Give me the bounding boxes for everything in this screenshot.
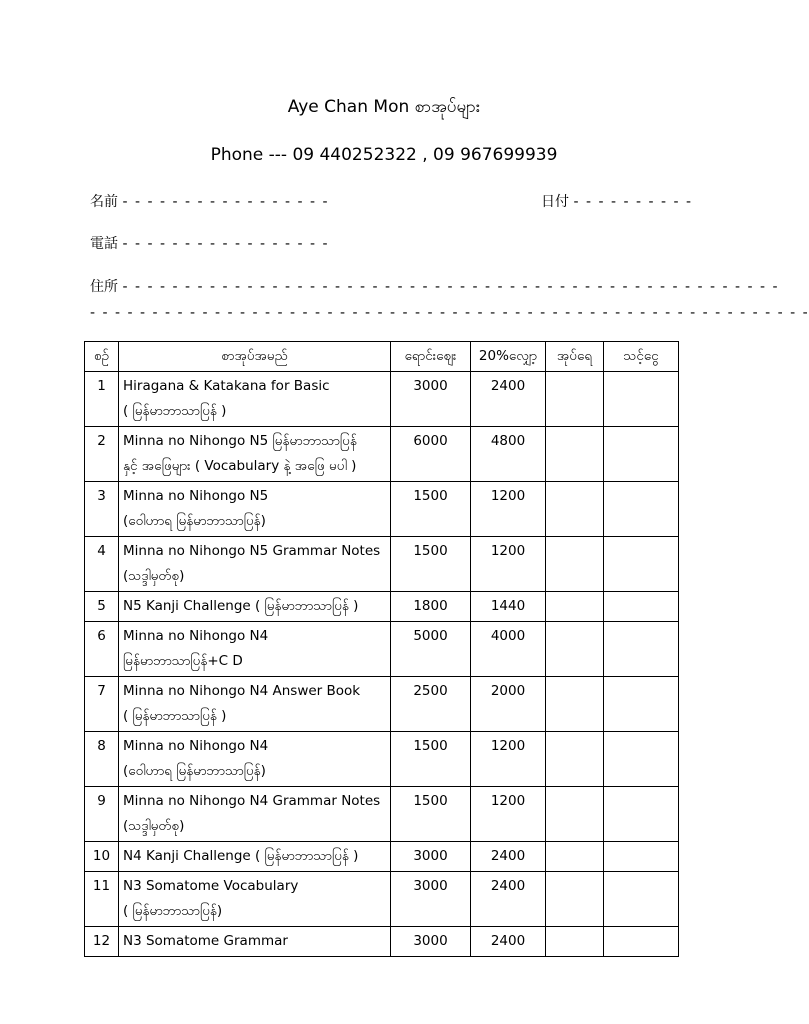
table-row [85,787,679,842]
amount-cell [604,427,679,482]
amount-cell [604,842,679,872]
row-number: 6 [85,622,119,677]
discount-price-cell: 1200 [471,482,546,537]
page-title: Aye Chan Mon စာအုပ်များ [287,97,481,117]
table-row [85,592,679,622]
book-name-cell [119,537,391,592]
book-name-line-1: N3 Somatome Grammar [123,933,288,949]
book-name-cell [119,787,391,842]
quantity-cell [546,842,604,872]
row-number: 9 [85,787,119,842]
quantity-cell [546,537,604,592]
amount-cell [604,537,679,592]
price-cell: 3000 [391,927,471,957]
price-cell: 3000 [391,372,471,427]
amount-cell [604,872,679,927]
row-number: 8 [85,732,119,787]
book-name-line-2: (ဝေါဟာရ မြန်မာဘာသာပြန်) [123,763,266,779]
amount-cell [604,677,679,732]
book-name-line-1: Minna no Nihongo N4 [123,628,269,644]
header-quantity: အုပ်ရေ [546,342,604,372]
phone-line: Phone --- 09 440252322 , 09 967699939 [210,145,558,165]
book-name-line-2: မြန်မာဘာသာပြန်+C D [123,653,243,669]
date-label: 日付 [541,194,569,210]
phone-dashes: - - - - - - - - - - - - - - - - - [122,236,330,252]
discount-price-cell: 2400 [471,372,546,427]
header-amount: သင့်ငွေ [604,342,679,372]
date-field [541,191,693,211]
price-cell: 3000 [391,872,471,927]
discount-price-cell: 2400 [471,842,546,872]
book-name-line-1: N4 Kanji Challenge ( မြန်မာဘာသာပြန် ) [123,848,359,864]
book-name-line-1: Minna no Nihongo N5 မြန်မာဘာသာပြန် [123,433,357,449]
book-price-table [84,341,679,957]
price-cell: 2500 [391,677,471,732]
quantity-cell [546,732,604,787]
row-number: 2 [85,427,119,482]
book-name-line-1: Minna no Nihongo N4 Grammar Notes [123,793,381,809]
book-name-cell [119,872,391,927]
book-name-line-2: ( မြန်မာဘာသာပြန် ) [123,403,227,419]
quantity-cell [546,787,604,842]
header-discount: 20%လျှော့ [471,342,546,372]
table-row [85,677,679,732]
quantity-cell [546,592,604,622]
name-dashes: - - - - - - - - - - - - - - - - - [122,194,330,210]
discount-price-cell: 4000 [471,622,546,677]
row-number: 5 [85,592,119,622]
quantity-cell [546,927,604,957]
book-name-cell [119,592,391,622]
book-name-line-1: Minna no Nihongo N4 [123,738,269,754]
book-name-line-1: Minna no Nihongo N5 Grammar Notes [123,543,381,559]
phone-label: 電話 [90,236,118,252]
row-number: 10 [85,842,119,872]
discount-price-cell: 1200 [471,732,546,787]
book-name-cell [119,482,391,537]
book-name-line-2: (သဒ္ဒါမှတ်စု) [123,818,185,834]
address-dashes: - - - - - - - - - - - - - - - - - - - - - - - - - - - - - - - - - - - - - - - - - - - - - - - - - - - - - [122,279,780,295]
discount-price-cell: 1200 [471,537,546,592]
book-name-line-1: Minna no Nihongo N5 [123,488,269,504]
row-number: 11 [85,872,119,927]
table-row [85,537,679,592]
price-cell: 1500 [391,537,471,592]
book-name-cell [119,622,391,677]
book-name-line-2: ( မြန်မာဘာသာပြန် ) [123,708,227,724]
row-number: 4 [85,537,119,592]
table-row [85,427,679,482]
quantity-cell [546,427,604,482]
name-field [90,191,329,211]
address-field [90,276,780,296]
header-book-name: စာအုပ်အမည် [119,342,391,372]
name-label: 名前 [90,194,118,210]
table-row [85,927,679,957]
amount-cell [604,732,679,787]
table-row [85,372,679,427]
price-cell: 3000 [391,842,471,872]
book-name-cell [119,842,391,872]
book-name-cell [119,427,391,482]
book-name-cell [119,927,391,957]
discount-price-cell: 2400 [471,872,546,927]
discount-price-cell: 4800 [471,427,546,482]
amount-cell [604,372,679,427]
book-name-line-2: နှင့် အဖြေများ ( Vocabulary နဲ့ အဖြေ မပါ ) [123,458,357,474]
book-name-line-2: (ဝေါဟာရ မြန်မာဘာသာပြန်) [123,513,266,529]
phone-field [90,233,329,253]
book-name-line-1: Minna no Nihongo N4 Answer Book [123,683,361,699]
address-dashes-line-2: - - - - - - - - - - - - - - - - - - - - - - - - - - - - - - - - - - - - - - - - - - - - - - - - - - - - - - - - - - [90,305,809,321]
address-label: 住所 [90,279,118,295]
table-row [85,872,679,927]
amount-cell [604,927,679,957]
quantity-cell [546,372,604,427]
table-row [85,732,679,787]
table-row [85,622,679,677]
table-row [85,482,679,537]
row-number: 12 [85,927,119,957]
row-number: 1 [85,372,119,427]
quantity-cell [546,677,604,732]
amount-cell [604,592,679,622]
book-name-line-1: Hiragana & Katakana for Basic [123,378,330,394]
quantity-cell [546,872,604,927]
quantity-cell [546,482,604,537]
book-name-cell [119,732,391,787]
price-cell: 6000 [391,427,471,482]
discount-price-cell: 1440 [471,592,546,622]
header-price: ရောင်းဈေး [391,342,471,372]
book-name-cell [119,372,391,427]
discount-price-cell: 2000 [471,677,546,732]
table-row [85,842,679,872]
book-name-line-1: N5 Kanji Challenge ( မြန်မာဘာသာပြန် ) [123,598,359,614]
table-header-row [85,342,679,372]
row-number: 7 [85,677,119,732]
quantity-cell [546,622,604,677]
amount-cell [604,482,679,537]
row-number: 3 [85,482,119,537]
price-cell: 1500 [391,482,471,537]
header-no: စဉ် [85,342,119,372]
price-cell: 5000 [391,622,471,677]
discount-price-cell: 1200 [471,787,546,842]
table-body [85,372,679,957]
amount-cell [604,787,679,842]
discount-price-cell: 2400 [471,927,546,957]
date-dashes: - - - - - - - - - - [573,194,693,210]
price-cell: 1500 [391,732,471,787]
amount-cell [604,622,679,677]
price-cell: 1500 [391,787,471,842]
price-cell: 1800 [391,592,471,622]
book-name-cell [119,677,391,732]
book-name-line-2: ( မြန်မာဘာသာပြန်) [123,903,223,919]
book-name-line-1: N3 Somatome Vocabulary [123,878,299,894]
book-name-line-2: (သဒ္ဒါမှတ်စု) [123,568,185,584]
